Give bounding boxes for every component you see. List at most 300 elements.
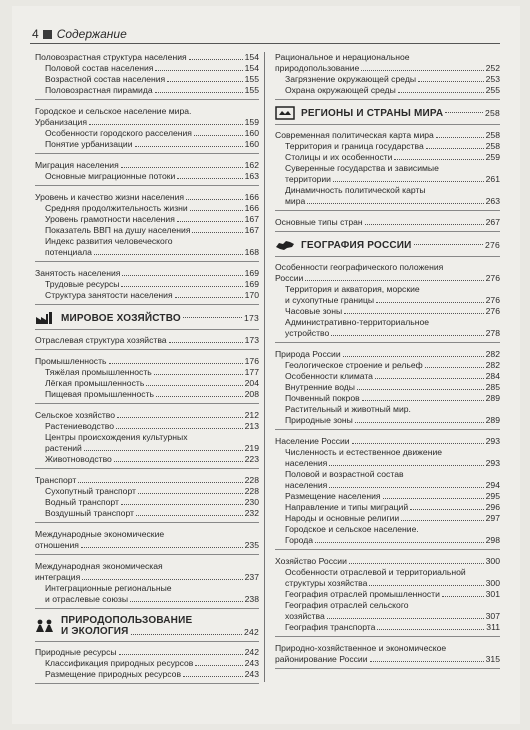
dot-leader (349, 563, 484, 564)
page-number-ref: 232 (244, 508, 259, 518)
section-title: МИРОВОЕ ХОЗЯЙСТВО (61, 312, 181, 324)
dot-leader (81, 547, 243, 548)
toc-entry[interactable] (275, 130, 500, 141)
dot-leader (383, 498, 484, 499)
toc-entry[interactable] (35, 128, 259, 139)
toc-entry[interactable] (35, 378, 259, 389)
dot-leader (315, 542, 484, 543)
toc-entry-title: Городское и сельское население мира. (35, 106, 192, 116)
toc-entry[interactable] (275, 513, 500, 524)
page-number-ref: 160 (244, 128, 259, 138)
toc-entry[interactable] (275, 52, 500, 63)
toc-entry[interactable] (275, 622, 500, 633)
page-number: 4 (32, 27, 39, 41)
section-rule (275, 256, 500, 257)
toc-entry[interactable] (35, 214, 259, 225)
toc-entry[interactable] (275, 273, 500, 284)
page-number-ref: 242 (244, 627, 259, 637)
section-title-block (61, 615, 259, 637)
toc-group (275, 349, 500, 430)
toc-entry[interactable] (275, 295, 500, 306)
section-title-cont: И ЭКОЛОГИЯ (61, 626, 129, 637)
toc-entry[interactable] (275, 469, 500, 480)
dot-leader (116, 428, 243, 429)
toc-entry-title: Природа России (275, 349, 341, 359)
toc-entry[interactable] (35, 572, 259, 583)
dot-leader (84, 450, 243, 451)
page-number-ref: 235 (244, 540, 259, 550)
page-number-ref: 289 (485, 415, 500, 425)
section-title-line2 (61, 626, 259, 637)
toc-entry[interactable] (35, 203, 259, 214)
page-number-ref: 253 (485, 74, 500, 84)
toc-entry[interactable] (275, 85, 500, 96)
toc-entry[interactable] (275, 436, 500, 447)
dot-leader (307, 203, 483, 204)
toc-entry-title: Миграция населения (35, 160, 119, 170)
dot-leader (343, 356, 484, 357)
page-number-ref: 167 (244, 214, 259, 224)
toc-entry[interactable] (35, 410, 259, 421)
toc-entry-title: Половой и возрастной состав (285, 469, 404, 479)
toc-entry-title: Промышленность (35, 356, 107, 366)
toc-group (35, 615, 259, 684)
dot-leader (414, 244, 483, 245)
toc-entry[interactable] (275, 317, 500, 328)
page-number-ref: 298 (485, 535, 500, 545)
page-number-ref: 162 (244, 160, 259, 170)
dot-leader (329, 487, 483, 488)
page-number-ref: 296 (485, 502, 500, 512)
page-number-ref: 213 (244, 421, 259, 431)
toc-group (35, 410, 259, 469)
dot-leader (362, 400, 484, 401)
toc-entry[interactable] (35, 486, 259, 497)
toc-entry-title: География отраслей промышленности (285, 589, 440, 599)
toc-entry-title: Лёгкая промышленность (45, 378, 145, 388)
dot-leader (155, 70, 242, 71)
toc-entry[interactable] (35, 594, 259, 605)
section-heading[interactable] (275, 238, 500, 252)
toc-entry[interactable] (275, 306, 500, 317)
dot-leader (190, 210, 243, 211)
page-number-ref: 267 (485, 217, 500, 227)
toc-entry[interactable] (35, 52, 259, 63)
toc-entry[interactable] (275, 141, 500, 152)
toc-entry[interactable] (35, 475, 259, 486)
toc-entry[interactable] (275, 328, 500, 339)
toc-entry[interactable] (35, 106, 259, 117)
toc-entry-title: Сухопутный транспорт (45, 486, 136, 496)
header-rule (30, 43, 500, 44)
dot-leader (192, 232, 242, 233)
page-number-ref: 293 (485, 436, 500, 446)
section-heading[interactable] (275, 106, 500, 120)
toc-entry[interactable] (275, 589, 500, 600)
page-number-ref: 177 (244, 367, 259, 377)
toc-entry-title: Растениеводство (45, 421, 115, 431)
page-number-ref: 204 (244, 378, 259, 388)
toc-entry[interactable] (275, 567, 500, 578)
toc-entry[interactable] (275, 152, 500, 163)
section-heading[interactable] (35, 311, 259, 325)
toc-entry[interactable] (35, 454, 259, 465)
page-number-ref: 276 (485, 306, 500, 316)
dot-leader (305, 280, 483, 281)
toc-entry[interactable] (275, 284, 500, 295)
page-number-ref: 230 (244, 497, 259, 507)
toc-entry-title: Города (285, 535, 314, 545)
toc-entry[interactable] (275, 393, 500, 404)
toc-entry[interactable] (35, 74, 259, 85)
toc-entry[interactable] (35, 421, 259, 432)
toc-entry[interactable] (35, 160, 259, 171)
dot-leader (89, 124, 243, 125)
dot-leader (369, 585, 483, 586)
toc-entry-title: Отраслевая структура хозяйства (35, 335, 167, 345)
toc-entry[interactable] (275, 163, 500, 174)
page-number-ref: 295 (485, 491, 500, 501)
dot-leader (418, 81, 484, 82)
toc-entry[interactable] (35, 669, 259, 680)
page-number-ref: 315 (485, 654, 500, 664)
page-number-ref: 276 (485, 295, 500, 305)
toc-entry[interactable] (35, 335, 259, 346)
toc-entry[interactable] (35, 508, 259, 519)
dot-leader (154, 374, 243, 375)
dot-leader (361, 70, 483, 71)
toc-entry-title: Особенности климата (285, 371, 373, 381)
dot-leader (352, 443, 484, 444)
toc-entry[interactable] (275, 643, 500, 654)
page-number-ref: 252 (485, 63, 500, 73)
toc-entry[interactable] (35, 561, 259, 572)
toc-entry[interactable] (275, 404, 500, 415)
toc-entry-title: Пищевая промышленность (45, 389, 154, 399)
toc-entry-title: природопользование (275, 63, 360, 73)
dot-leader (331, 335, 483, 336)
toc-entry[interactable] (275, 217, 500, 228)
toc-entry[interactable] (275, 63, 500, 74)
toc-entry[interactable] (35, 367, 259, 378)
toc-entry-title: Административно-территориальное (285, 317, 430, 327)
page-number-ref: 282 (485, 349, 500, 359)
page-number-ref: 243 (244, 669, 259, 679)
dot-leader (357, 389, 484, 390)
toc-entry-title: населения (285, 480, 328, 490)
toc-entry-title: растений (45, 443, 82, 453)
toc-entry[interactable] (275, 654, 500, 665)
dot-leader (445, 112, 483, 113)
toc-entry[interactable] (35, 389, 259, 400)
dot-leader (183, 676, 243, 677)
page-number-ref: 242 (244, 647, 259, 657)
toc-entry[interactable] (35, 356, 259, 367)
dot-leader (82, 579, 242, 580)
toc-entry[interactable] (35, 529, 259, 540)
toc-group (275, 643, 500, 669)
page-number-ref: 293 (485, 458, 500, 468)
page-number-ref: 258 (485, 141, 500, 151)
toc-left-column (35, 52, 259, 690)
dot-leader (109, 363, 243, 364)
toc-entry-title: Половой состав населения (45, 63, 154, 73)
dot-leader (333, 181, 484, 182)
page-number-ref: 169 (244, 279, 259, 289)
toc-group (275, 217, 500, 232)
toc-entry[interactable] (275, 524, 500, 535)
toc-entry-title: Внутренние воды (285, 382, 355, 392)
toc-group (275, 106, 500, 211)
dot-leader (114, 461, 243, 462)
toc-entry[interactable] (275, 491, 500, 502)
toc-entry-title: Половозрастная пирамида (45, 85, 153, 95)
toc-entry[interactable] (275, 600, 500, 611)
toc-entry-title: Размещение природных ресурсов (45, 669, 182, 679)
toc-entry[interactable] (35, 236, 259, 247)
page-number-ref: 300 (485, 578, 500, 588)
page-number-ref: 294 (485, 480, 500, 490)
dot-leader (410, 509, 484, 510)
toc-entry[interactable] (275, 174, 500, 185)
toc-entry[interactable] (35, 139, 259, 150)
square-marker-icon (43, 30, 52, 39)
dot-leader (156, 396, 243, 397)
toc-entry[interactable] (35, 432, 259, 443)
toc-entry[interactable] (35, 192, 259, 203)
dot-leader (375, 378, 484, 379)
page-number-ref: 243 (244, 658, 259, 668)
toc-entry-title: Водный транспорт (45, 497, 119, 507)
dot-leader (117, 417, 243, 418)
dot-leader (94, 254, 243, 255)
toc-entry-title: Охрана окружающей среды (285, 85, 396, 95)
page-number-ref: 258 (485, 130, 500, 140)
dot-leader (398, 92, 484, 93)
page-number-ref: 208 (244, 389, 259, 399)
page-number-ref: 155 (244, 85, 259, 95)
toc-entry-title: Природно-хозяйственное и экономическое (275, 643, 447, 653)
toc-entry[interactable] (275, 611, 500, 622)
page-number-ref: 173 (244, 335, 259, 345)
section-title: ГЕОГРАФИЯ РОССИИ (301, 239, 412, 251)
toc-group (35, 52, 259, 100)
toc-entry-title: География транспорта (285, 622, 376, 632)
dot-leader (401, 520, 483, 521)
toc-entry-title: Часовые зоны (285, 306, 343, 316)
page-number-ref: 166 (244, 192, 259, 202)
page-number-ref: 297 (485, 513, 500, 523)
toc-group (35, 529, 259, 555)
dot-leader (370, 661, 484, 662)
dot-leader (329, 465, 483, 466)
page-number-ref: 176 (244, 356, 259, 366)
toc-entry-title: Индекс развития человеческого (45, 236, 173, 246)
section-heading[interactable] (35, 615, 259, 637)
toc-entry[interactable] (35, 583, 259, 594)
map-icon (275, 106, 295, 120)
column-divider (264, 52, 265, 682)
toc-entry-title: Численность и естественное движение (285, 447, 443, 457)
page-number-ref: 167 (244, 225, 259, 235)
toc-entry[interactable] (275, 382, 500, 393)
toc-entry-title: Международная экономическая (35, 561, 163, 571)
toc-entry-title: Интеграционные региональные (45, 583, 172, 593)
toc-group (275, 238, 500, 343)
toc-entry[interactable] (35, 647, 259, 658)
dot-leader (327, 618, 484, 619)
toc-entry[interactable] (275, 556, 500, 567)
dot-leader (121, 286, 242, 287)
toc-entry[interactable] (35, 443, 259, 454)
dot-leader (146, 385, 242, 386)
dot-leader (365, 224, 484, 225)
page-number-ref: 154 (244, 52, 259, 62)
toc-entry-title: Средняя продолжительность жизни (45, 203, 188, 213)
toc-entry[interactable] (35, 497, 259, 508)
toc-entry-title: России (275, 273, 304, 283)
toc-entry-title: География отраслей сельского (285, 600, 409, 610)
toc-entry-title: Половозрастная структура населения (35, 52, 187, 62)
toc-entry-title: Возрастной состав населения (45, 74, 166, 84)
toc-entry[interactable] (275, 502, 500, 513)
toc-entry-title: Почвенный покров (285, 393, 360, 403)
toc-entry-title: Классификация природных ресурсов (45, 658, 194, 668)
toc-group (275, 436, 500, 550)
toc-entry-title: населения (285, 458, 328, 468)
page-number-ref: 160 (244, 139, 259, 149)
toc-entry[interactable] (35, 658, 259, 669)
page-number-ref: 166 (244, 203, 259, 213)
dot-leader (138, 493, 243, 494)
page-title: Содержание (56, 27, 127, 41)
toc-entry[interactable] (275, 480, 500, 491)
toc-entry-title: Современная политическая карта мира (275, 130, 434, 140)
page-number-ref: 168 (244, 247, 259, 257)
page-number-ref: 154 (244, 63, 259, 73)
page-number-ref: 261 (485, 174, 500, 184)
toc-entry-title: Международные экономические (35, 529, 165, 539)
toc-entry-title: и сухопутные границы (285, 295, 375, 305)
dot-leader (442, 596, 484, 597)
dot-leader (344, 313, 484, 314)
toc-group (35, 160, 259, 186)
toc-entry[interactable] (275, 578, 500, 589)
toc-entry-title: Животноводство (45, 454, 112, 464)
toc-entry[interactable] (35, 247, 259, 258)
page-number-ref: 255 (485, 85, 500, 95)
toc-group (35, 356, 259, 404)
toc-entry-title: Тяжёлая промышленность (45, 367, 152, 377)
dot-leader (425, 367, 484, 368)
toc-entry[interactable] (275, 349, 500, 360)
dot-leader (136, 515, 243, 516)
section-title: РЕГИОНЫ И СТРАНЫ МИРА (301, 107, 444, 119)
toc-entry[interactable] (275, 185, 500, 196)
toc-entry[interactable] (275, 447, 500, 458)
dot-leader (195, 665, 242, 666)
toc-entry-title: Понятие урбанизации (45, 139, 133, 149)
dot-leader (355, 422, 484, 423)
dot-leader (121, 167, 243, 168)
page-number-ref: 301 (485, 589, 500, 599)
page-number-ref: 284 (485, 371, 500, 381)
dot-leader (121, 504, 243, 505)
page-number-ref: 278 (485, 328, 500, 338)
section-rule (35, 329, 259, 330)
toc-entry-title: Геологическое строение и рельеф (285, 360, 423, 370)
toc-entry[interactable] (35, 540, 259, 551)
toc-entry[interactable] (35, 225, 259, 236)
section-rule (275, 124, 500, 125)
dot-leader (167, 81, 242, 82)
toc-entry-title: Воздушный транспорт (45, 508, 134, 518)
toc-entry[interactable] (275, 371, 500, 382)
toc-group (35, 561, 259, 609)
dot-leader (122, 275, 242, 276)
dot-leader (376, 302, 484, 303)
toc-entry-title: территории (285, 174, 331, 184)
toc-entry-title: Растительный и животный мир. (285, 404, 411, 414)
toc-entry[interactable] (35, 85, 259, 96)
toc-group (275, 52, 500, 100)
toc-entry-title: Рациональное и нерациональное (275, 52, 410, 62)
toc-entry-title: Урбанизация (35, 117, 87, 127)
dot-leader (119, 654, 243, 655)
toc-group (35, 311, 259, 350)
toc-entry-title: Суверенные государства и зависимые (285, 163, 439, 173)
toc-entry-title: Показатель ВВП на душу населения (45, 225, 191, 235)
toc-entry-title: Динамичность политической карты (285, 185, 426, 195)
page-number-ref: 212 (244, 410, 259, 420)
toc-entry[interactable] (35, 63, 259, 74)
dot-leader (78, 482, 242, 483)
toc-entry[interactable] (275, 535, 500, 546)
toc-entry[interactable] (275, 415, 500, 426)
toc-entry-title: Территория и акватория, морские (285, 284, 420, 294)
russia-map-icon (275, 238, 295, 252)
toc-entry-title: Структура занятости населения (45, 290, 173, 300)
dot-leader (183, 317, 242, 318)
dot-leader (175, 297, 243, 298)
toc-entry-title: устройство (285, 328, 330, 338)
toc-entry-title: Сельское хозяйство (35, 410, 116, 420)
toc-entry[interactable] (275, 458, 500, 469)
page-number-ref: 307 (485, 611, 500, 621)
toc-entry[interactable] (35, 171, 259, 182)
toc-entry[interactable] (35, 290, 259, 301)
toc-entry[interactable] (275, 74, 500, 85)
toc-entry[interactable] (35, 279, 259, 290)
toc-entry[interactable] (275, 262, 500, 273)
page-number-ref: 263 (485, 196, 500, 206)
page-number-ref: 276 (485, 273, 500, 283)
toc-entry-title: Особенности городского расселения (45, 128, 192, 138)
toc-entry[interactable] (275, 196, 500, 207)
toc-group (35, 268, 259, 305)
toc-entry-title: и отраслевые союзы (45, 594, 129, 604)
toc-entry[interactable] (275, 360, 500, 371)
toc-entry[interactable] (35, 117, 259, 128)
toc-entry-title: Особенности отраслевой и территориальной (285, 567, 466, 577)
toc-entry-title: мира (285, 196, 306, 206)
page-number-ref: 219 (244, 443, 259, 453)
dot-leader (436, 137, 484, 138)
toc-entry[interactable] (35, 268, 259, 279)
people-icon (35, 619, 55, 633)
toc-entry-title: Трудовые ресурсы (45, 279, 120, 289)
toc-group (35, 475, 259, 523)
